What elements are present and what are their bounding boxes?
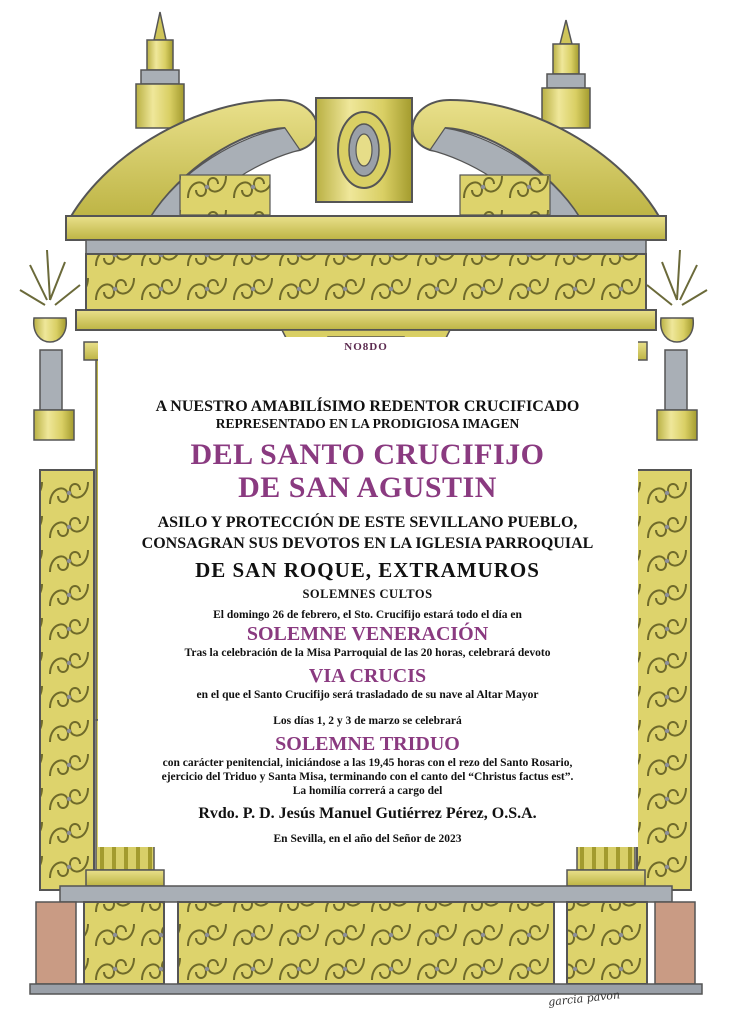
- left-side-panel: [40, 470, 94, 890]
- triduum-text-1: con carácter penitencial, iniciándose a las 19,45 horas con el rezo del Santo Rosario,: [162, 757, 573, 769]
- no8do-motto: NO8DO: [344, 341, 388, 353]
- triduum-heading: SOLEMNE TRIDUO: [275, 733, 460, 755]
- veneration-heading: SOLEMNE VENERACIÓN: [246, 623, 489, 645]
- right-flower-urn: [647, 250, 707, 440]
- right-side-panel: [637, 470, 691, 890]
- central-cartouche: [316, 98, 412, 202]
- mass-text: Tras la celebración de la Misa Parroquial de las 20 horas, celebrará devoto: [184, 647, 551, 659]
- frieze: [86, 254, 646, 310]
- title-line-2: DE SAN AGUSTIN: [238, 471, 497, 504]
- base-frieze: [178, 902, 554, 984]
- solemn-cults-heading: SOLEMNES CULTOS: [302, 587, 433, 601]
- cornice: [66, 216, 666, 240]
- preacher-name: Rvdo. P. D. Jesús Manuel Gutiérrez Pérez, O.S.A.: [198, 805, 537, 822]
- february-text: El domingo 26 de febrero, el Sto. Crucifijo estará todo el día en: [213, 609, 522, 621]
- artist-signature: garcia pavon: [547, 988, 621, 1009]
- asylum-line-2: CONSAGRAN SUS DEVOTOS EN LA IGLESIA PARROQUIAL: [141, 535, 594, 552]
- title-line-1: DEL SANTO CRUCIFIJO: [190, 438, 545, 471]
- dedication-line-2: REPRESENTADO EN LA PRODIGIOSA IMAGEN: [215, 416, 520, 431]
- via-crucis-heading: VIA CRUCIS: [308, 665, 427, 687]
- church-name: DE SAN ROQUE, EXTRAMUROS: [195, 558, 540, 582]
- left-flower-urn: [20, 250, 80, 440]
- right-pinnacle: [542, 20, 590, 128]
- triduum-text-2: ejercicio del Triduo y Santa Misa, terminando con el canto del “Christus factus est”.: [161, 771, 574, 783]
- march-text: Los días 1, 2 y 3 de marzo se celebrará: [273, 715, 462, 727]
- homily-text: La homilía correrá a cargo del: [292, 785, 443, 797]
- dedication-line-1: A NUESTRO AMABILÍSIMO REDENTOR CRUCIFICADO: [155, 398, 580, 415]
- asylum-line-1: ASILO Y PROTECCIÓN DE ESTE SEVILLANO PUEBLO,: [157, 514, 578, 531]
- poster-text: [140, 398, 595, 846]
- transfer-text: en el que el Santo Crucifijo será trasladado de su nave al Altar Mayor: [196, 689, 539, 701]
- left-pinnacle: [136, 12, 184, 128]
- closing-text: En Sevilla, en el año del Señor de 2023: [273, 833, 462, 845]
